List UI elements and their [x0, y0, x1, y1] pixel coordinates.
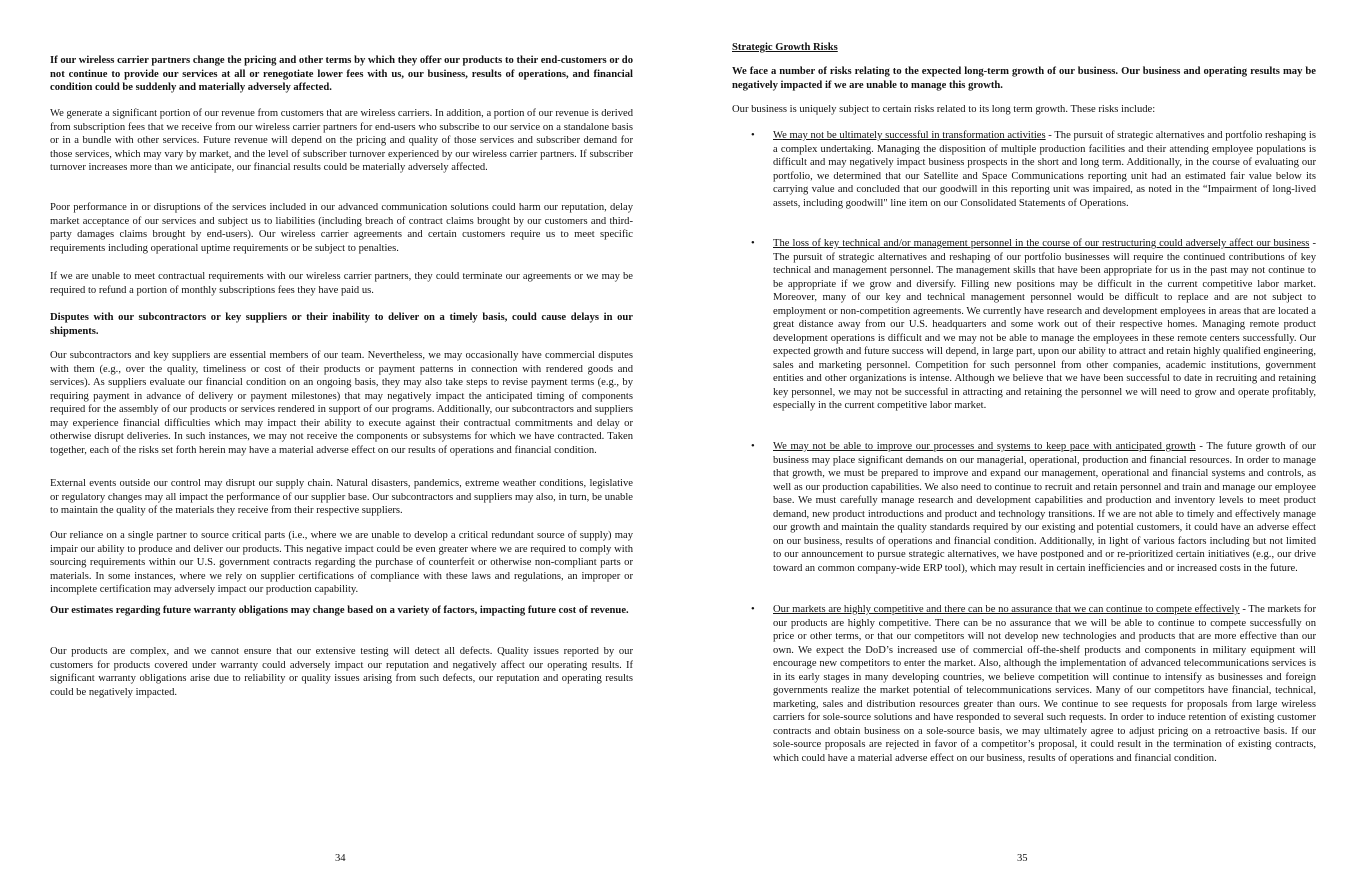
risk-heading: Our estimates regarding future warranty obligations may change based on a variety of factors, impacting future cost of revenue.: [50, 605, 629, 616]
list-item-title: The loss of key technical and/or management personnel in the course of our restructuring could adversely affect our business: [773, 238, 1310, 249]
body-paragraph: Our products are complex, and we cannot ensure that our extensive testing will detect all defects. Quality issues reported by our customers for products covered under warranty could adversely impact our reputation and negatively affect our operating results. If significant warranty obligations arise due to reliability or quality issues arising from such defects, our reputation and operating results could be negatively impacted.: [50, 646, 633, 698]
section-heading: Strategic Growth Risks: [732, 42, 838, 53]
risk-heading: If our wireless carrier partners change the pricing and other terms by which they offer our products to their end-customers or do not continue to provide our services at all or renegotiate lower fees with us, our business, results of operations, and financial condition could be suddenly and materially adversely affected.: [50, 55, 633, 93]
bullet: •: [751, 130, 755, 141]
list-item: [732, 603, 1316, 765]
body-paragraph: We generate a significant portion of our revenue from customers that are wireless carriers. In addition, a portion of our revenue is derived from subscription fees that we receive from our wireless carrier partners for end-users who subscribe to our service on a standalone basis or in a bundle with other services. Future revenue will depend on the pricing and quality of those services and subscriber demand for those services, which may vary by market, and the level of subscriber turnover experienced by our wireless carrier partners. If subscriber turnover increases more than we anticipate, our financial results could be materially adversely affected.: [50, 108, 633, 173]
bullet: •: [751, 604, 755, 615]
right-page: [732, 0, 1316, 889]
body-paragraph: Our reliance on a single partner to source critical parts (i.e., where we are unable to develop a critical redundant source of supply) may impair our ability to produce and deliver our products. This negative impact could be even greater where we are required to comply with sourcing requirements within our U.S. government contracts regarding the purchase of counterfeit or otherwise non-compliant parts or materials. In some instances, where we rely on supplier certifications of compliance with these laws and regulations, an improper or incomplete certification may adversely impact our production capability.: [50, 530, 633, 595]
risk-list: [732, 129, 1316, 210]
list-item: [732, 237, 1316, 413]
list-item-title: We may not be able to improve our processes and systems to keep pace with anticipated growth: [773, 441, 1196, 452]
page-number: 35: [1017, 853, 1028, 864]
list-item-text: - The pursuit of strategic alternatives and reshaping of our portfolio businesses will require the continued contributions of key technical and management personnel. The management skills that have been appropriate for us in the past may not continue to be appropriate if we grow and diversify. Filling new positions may be difficult in the current competitive labor market. Moreover, many of our key and technical management personnel would be difficult to replace and are not subject to employment or non-competition agreements. We currently have research and development employees in areas that are located a great distance away from our U.S. headquarters and some work out of their respective homes. Managing remote product development operations is difficult and we may not be able to manage the employees in these remote centers successfully. Our expected growth and future success will depend, in large part, upon our ability to attract and retain highly qualified engineering, sales and marketing personnel. Competition for such personnel from other companies, academic institutions, government entities and other organizations is intense. Although we believe that we have been successful to date in recruiting and retaining key personnel, we may not be successful in attracting and retaining the personnel we will need to grow and operate profitably, especially in the current competitive labor market.: [773, 238, 1316, 411]
body-paragraph: Poor performance in or disruptions of the services included in our advanced communication solutions could harm our reputation, delay market acceptance of our services and subject us to liabilities (including breach of contract claims brought by our customers and third-party damages claims brought by end-users). Our wireless carrier agreements and certain customers require us to meet specific requirements including operational uptime requirements or be subject to penalties.: [50, 202, 633, 254]
list-item-text: - The pursuit of strategic alternatives and portfolio reshaping is a complex undertaking. Managing the disposition of multiple production facilities and their attending employee populations is difficult and may negatively impact business prospects in the short and long term. Additionally, in the course of evaluating our portfolio, we determined that our Satellite and Space Communications reporting unit had an estimated fair value below its carrying value and concluded that our goodwill in this reporting unit was impaired, as noted in the “Impairment of long-lived assets, including goodwill" line item on our Consolidated Statements of Operations.: [773, 130, 1316, 209]
list-item: [732, 129, 1316, 210]
bullet: •: [751, 238, 755, 249]
list-item-title: Our markets are highly competitive and there can be no assurance that we can continue to compete effectively: [773, 604, 1240, 615]
intro-paragraph: Our business is uniquely subject to certain risks related to its long term growth. These risks include:: [732, 104, 1156, 115]
list-item-text: - The future growth of our business may place significant demands on our managerial, operational, production and financial resources. In order to manage that growth, we must be prepared to improve and expand our management, operational and financial systems and controls, as well as our production capabilities. We also need to continue to recruit and retain personnel and train and manage our employee base. We must carefully manage research and development capabilities and production and inventory levels to meet product demand, new product introductions and product and technology transitions. If we are not able to timely and effectively manage our growth and maintain the quality standards required by our existing and potential customers, it could have an adverse effect on our business, results of operations and financial condition. Additionally, in light of various factors including but not limited to our announcement to pursue strategic alternatives, we have postponed and or re-prioritized certain initiatives (e.g., our drive toward an common company-wide ERP tool), which may result in certain inefficiencies and or increased costs in the future.: [773, 441, 1316, 574]
page-number: 34: [335, 853, 346, 864]
body-paragraph: External events outside our control may disrupt our supply chain. Natural disasters, pandemics, extreme weather conditions, legislative or regulatory changes may all impact the performance of our supplier base. Our subcontractors and suppliers may also, in turn, be unable to maintain the quality of the materials they receive from their respective suppliers.: [50, 478, 633, 516]
list-item-title: We may not be ultimately successful in transformation activities: [773, 130, 1046, 141]
risk-list: [732, 440, 1316, 575]
list-item: [732, 440, 1316, 575]
list-item-text: - The markets for our products are highly competitive. There can be no assurance that we will be able to continue to compete successfully on price or other terms, or that our competitors will not develop new technologies and products that are more effective than our own. We expect the DoD’s increased use of commercial off-the-shelf products and components in military equipment will encourage new competitors to enter the market. Also, although the implementation of advanced telecommunications services is in its early stages in many developing countries, we believe competition will continue to intensify as businesses and foreign governments realize the market potential of telecommunications services. Many of our competitors have financial, technical, marketing, sales and distribution resources greater than ours. We continue to see requests for proposals from large wireless carriers for sole-source solutions and have responded to several such requests. In order to induce retention of existing customer contracts and obtain business on a sole-source basis, we may ultimately agree to adjust pricing on a retroactive basis. If our sole-source proposals are rejected in favor of a competitor’s proposal, it could result in the termination of existing contracts, which could have a material adverse effect on our business, results of operations and financial condition.: [773, 604, 1316, 764]
body-paragraph: If we are unable to meet contractual requirements with our wireless carrier partners, they could terminate our agreements or we may be required to refund a portion of monthly subscriptions fees they have paid us.: [50, 271, 633, 296]
body-paragraph: Our subcontractors and key suppliers are essential members of our team. Nevertheless, we may occasionally have commercial disputes with them (e.g., over the quality, timeliness or cost of their products or payment patterns in connection with rendered goods and services). As suppliers evaluate our financial condition on an ongoing basis, they may also take steps to revise payment terms (e.g., by requiring payment in advance of delivery or payment milestones) that may negatively impact the anticipated timing of components required for the assembly of our products or services rendered in support of our programs. Additionally, our subcontractors and suppliers may experience financial difficulties which may impact their ability to execute against their contractual commitments and delay or otherwise disrupt deliveries. In such instances, we may not receive the components or subsystems for which we have contracted. Taken together, each of the risks set forth herein may have a material adverse effect on our results of operations and financial condition.: [50, 350, 633, 456]
risk-heading: Disputes with our subcontractors or key suppliers or their inability to deliver on a timely basis, could cause delays in our shipments.: [50, 312, 633, 337]
risk-list: [732, 603, 1316, 765]
risk-heading: We face a number of risks relating to the expected long-term growth of our business. Our business and operating results may be negatively impacted if we are unable to manage this growth.: [732, 66, 1316, 91]
risk-list: [732, 237, 1316, 413]
bullet: •: [751, 441, 755, 452]
left-page: [50, 0, 633, 889]
